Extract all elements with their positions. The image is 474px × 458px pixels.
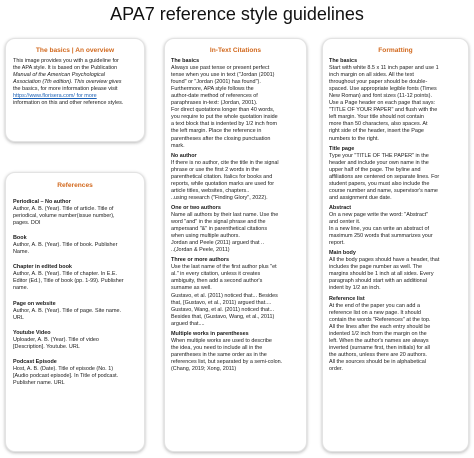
formatting-section-line: the authors, unless there are 20 authors. xyxy=(329,351,427,358)
formatting-section-line: All the sources should be in alphabetical xyxy=(329,358,427,365)
intext-section xyxy=(171,153,300,202)
references-section-line: Editor (Ed.), Title of book (pp. 1-99). Publisher xyxy=(13,278,124,285)
references-section-heading: Podcast Episode xyxy=(13,358,57,365)
formatting-section-line: All the body pages should have a header, that xyxy=(329,257,440,264)
formatting-section-line: student papers, you must also include the xyxy=(329,180,430,187)
intext-section-heading: The basics xyxy=(171,58,200,64)
references-section-line: Publisher name. URL xyxy=(13,379,65,386)
intext-section-line: reports, while quotation marks are used for xyxy=(171,180,275,187)
formatting-section-line: Use a Page header on each page that says: xyxy=(329,100,436,107)
intext-section-line: Gustavo, et al. (2011) noticed that... Besides xyxy=(171,292,278,299)
formatting-section-line: paragraph should start with an additional xyxy=(329,278,427,285)
formatting-section-line: order. xyxy=(329,365,343,372)
intext-section-line: when using multiple authors. xyxy=(171,233,240,240)
references-section xyxy=(13,235,137,256)
formatting-section xyxy=(329,58,462,143)
intext-section-line: mark. xyxy=(171,142,185,149)
intext-section xyxy=(171,58,300,150)
intext-section-line: Jordan and Peele (2011) argued that .. xyxy=(171,240,265,247)
overview-line xyxy=(13,93,137,100)
formatting-section-line: inch margin on all sides. All the text xyxy=(329,72,414,79)
formatting-section-line: course number and name, supervisor's name xyxy=(329,187,438,194)
overview-line: the APA style. It is based on the Publication xyxy=(13,65,118,72)
intext-section-heading: No author xyxy=(171,152,197,159)
references-section-heading: Periodical – No author xyxy=(13,199,71,205)
formatting-section-heading: Reference list xyxy=(329,295,365,302)
intext-section-line: tense when you use in text ("Jordan (2001) xyxy=(171,72,275,79)
formatting-section xyxy=(329,296,462,374)
intext-section-line: parentheses after the closing punctuation xyxy=(171,135,271,142)
formatting-section-line: spaced. Use appropriate legible fonts (Times xyxy=(329,86,437,93)
references-section-line: [Audio podcast episode]. In Title of podcast. xyxy=(13,372,119,379)
references-section-heading: Youtube Video xyxy=(13,329,51,336)
intext-section-heading: One or two authors xyxy=(171,204,221,211)
intext-title: In-Text Citations xyxy=(209,47,262,54)
formatting-section-line: throughout your paper should be double- xyxy=(329,79,428,86)
overview-line: Association (7th edition). This overview gives xyxy=(13,79,122,86)
intext-body xyxy=(171,58,300,373)
references-section xyxy=(13,301,137,322)
intext-section-line: you require to put the whole quotation inside xyxy=(171,114,278,121)
references-section xyxy=(13,359,137,387)
overview-body xyxy=(13,58,137,107)
overview-title: The basics | An overview xyxy=(35,47,115,54)
overview-line: information on this and other reference styles. xyxy=(13,100,124,107)
formatting-section-line: left margin. Your title should not contain xyxy=(329,114,424,121)
intext-card xyxy=(164,38,307,452)
formatting-card xyxy=(322,38,469,452)
references-section-line: Author, A. B. (Year). Title of chapter. In E.E. xyxy=(13,271,118,278)
overview-line: This image provides you with a guideline for xyxy=(13,58,119,64)
formatting-section-line: left. When the author's names are always xyxy=(329,337,429,344)
overview-line: Manual of the American Psychological xyxy=(13,72,105,79)
intext-section-line: Use the last name of the first author plus "et xyxy=(171,264,277,271)
formatting-section-line: New Roman) and font sizes (11-12 points). xyxy=(329,93,432,100)
intext-section-line: a text block that is indented by 1/2 inch from xyxy=(171,121,278,128)
intext-section-line: ..using research ("Finding Glory", 2022). xyxy=(171,194,268,201)
references-section-heading: Chapter in edited book xyxy=(13,264,72,271)
references-section-line: [Description]. Youtube. URL xyxy=(13,343,80,350)
references-section xyxy=(13,199,137,227)
references-body xyxy=(13,199,137,387)
formatting-section-line: indented 1/2 inch from the margin on the xyxy=(329,330,427,337)
intext-section-line: paraphrases in-text: (Jordan, 2001). xyxy=(171,100,258,107)
formatting-section-line: maximum 250 words that summarizes your xyxy=(329,233,433,240)
formatting-section-line: numbers to the right. xyxy=(329,135,379,142)
intext-section-line: author-date method of references of xyxy=(171,93,258,100)
formatting-section-line: All the lines after the each entry should be xyxy=(329,323,431,330)
intext-section-line: When multiple works are used to describe xyxy=(171,337,272,344)
intext-section-line: ..(Jordan & Peele, 2011) xyxy=(171,247,230,254)
references-section-line: periodical, volume number(issue number), xyxy=(13,213,115,220)
formatting-section-heading: The basics xyxy=(329,58,358,64)
intext-section-line: that, [Gustavo, et al., 2011) argued that.... xyxy=(171,299,272,306)
formatting-section-heading: Abstract xyxy=(329,204,352,211)
formatting-section-line: At the end of the paper you can add a xyxy=(329,302,420,309)
intext-section-line: parenthetical citation. Italics for books and xyxy=(171,173,273,180)
overview-line: the basics, for more information please visit xyxy=(13,86,118,93)
intext-section-heading: Three or more authors xyxy=(171,257,230,264)
intext-section xyxy=(171,205,300,254)
formatting-section-line: margins should be 1 inch at all sides. Every xyxy=(329,271,434,278)
formatting-section-line: inverted (surname first, then initials) for all xyxy=(329,344,430,351)
formatting-section-line: more than 50 characters, also spaces. At xyxy=(329,121,428,128)
formatting-section-line: In a new line, you can write an abstract of xyxy=(329,226,430,233)
intext-section-line: found" or "Jordan (2001) has found"). xyxy=(171,79,261,86)
intext-section-line: For direct quotations longer than 40 words, xyxy=(171,107,275,114)
overview-card xyxy=(5,38,145,142)
formatting-section-line: and assignment due date. xyxy=(329,194,392,201)
intext-section-line: al." in every citation, unless it creates xyxy=(171,271,261,278)
formatting-section-line: Start with white 8.5 x 11 inch paper and use 1 xyxy=(329,65,439,72)
references-section-heading: Page on website xyxy=(13,300,56,307)
page-title: APA7 reference style guidelines xyxy=(110,4,364,24)
formatting-section-heading: Main body xyxy=(329,250,356,257)
formatting-section-line: header and include your own name in the xyxy=(329,159,429,166)
formatting-section-heading: Title page xyxy=(329,145,355,152)
references-section-line: Author, A. B. (Year). Title of page. Site name. xyxy=(13,307,122,314)
formatting-section xyxy=(329,205,462,247)
references-section-heading: Book xyxy=(13,235,27,242)
formatting-section-line: and center it. xyxy=(329,219,361,226)
formatting-section-line: upper half of the page. The byline and xyxy=(329,166,421,173)
formatting-section-line: contain the words "References" at the top. xyxy=(329,316,431,323)
intext-section-line: Besides that, (Gustavo, Wang, et al., 2011) xyxy=(171,313,275,320)
intext-section xyxy=(171,331,300,373)
intext-section-line: ampersand "&" in parenthetical citations xyxy=(171,226,268,233)
intext-section-line: references list, but separated by a semi-colon. xyxy=(171,358,283,365)
intext-section-line: surname as well. xyxy=(171,285,212,292)
intext-section-line: argued that.... xyxy=(171,320,205,327)
references-section-line: pages. DOI xyxy=(13,220,41,227)
intext-section-line: article titles, websites, chapters.. xyxy=(171,187,250,194)
references-title: References xyxy=(57,182,93,189)
references-section-line: Name. xyxy=(13,249,30,256)
intext-section-line: (Chang, 2019; Xong, 2011) xyxy=(171,365,237,372)
intext-section-line: parentheses in the same order as in the xyxy=(171,351,267,358)
formatting-section-line: right side of the header, insert the Page xyxy=(329,128,424,135)
references-section xyxy=(13,264,137,292)
formatting-section-line: "TITLE OF YOUR PAPER" and flush with the xyxy=(329,107,438,114)
intext-section-line: the left margin. Place the reference in xyxy=(171,128,262,135)
references-section-line: URL xyxy=(13,314,24,321)
intext-section-heading: Multiple works in parentheses xyxy=(171,330,249,337)
intext-section-line: ambiguity, then add a second author's xyxy=(171,278,263,285)
formatting-section xyxy=(329,250,462,292)
formatting-section-line: reference list on a new page. It should xyxy=(329,309,421,316)
references-section-line: name. xyxy=(13,285,29,292)
formatting-section-line: indent by 1/2 an inch. xyxy=(329,285,381,292)
formatting-section-line: Type your "TITLE OF THE PAPER" in the xyxy=(329,152,429,159)
references-card xyxy=(5,172,145,452)
references-section-line: Host, A. B. (Date). Title of episode (No. 1) xyxy=(13,365,114,372)
florisera-link[interactable]: https://www.florisera.com/ for more xyxy=(13,93,97,100)
formatting-title: Formatting xyxy=(378,47,413,54)
references-section-line: Author, A. B. (Year). Title of article. Title of xyxy=(13,206,114,213)
intext-section-line: phrase or use the first 2 words in the xyxy=(171,166,259,173)
intext-section-line: Furthermore, APA style follows the xyxy=(171,86,254,93)
formatting-section-line: affiliations are centered on separate lines. For xyxy=(329,173,440,180)
intext-section-line: If there is no author, cite the title in the signal xyxy=(171,159,279,166)
references-section-line: Uploader, A. B. (Year). Title of video xyxy=(13,336,99,343)
intext-section-line: the idea, you need to include all in the xyxy=(171,344,263,351)
intext-section-line: Gustavo, Wang, et al. (2011) noticed that... xyxy=(171,306,275,313)
formatting-section xyxy=(329,146,462,202)
formatting-body xyxy=(329,58,462,373)
references-section-line: Author, A. B. (Year). Title of book. Publisher xyxy=(13,242,118,249)
intext-section-line: Always use past tense or present perfect xyxy=(171,65,270,72)
intext-section xyxy=(171,257,300,327)
references-section xyxy=(13,330,137,351)
formatting-section-line: includes the page number as well. The xyxy=(329,264,422,271)
formatting-section-line: report. xyxy=(329,240,345,247)
intext-section-line: word "and" in the signal phrase and the xyxy=(171,219,266,226)
formatting-section-line: On a new page write the word: "Abstract" xyxy=(329,211,429,218)
intext-section-line: Name all authors by their last name. Use the xyxy=(171,211,279,218)
